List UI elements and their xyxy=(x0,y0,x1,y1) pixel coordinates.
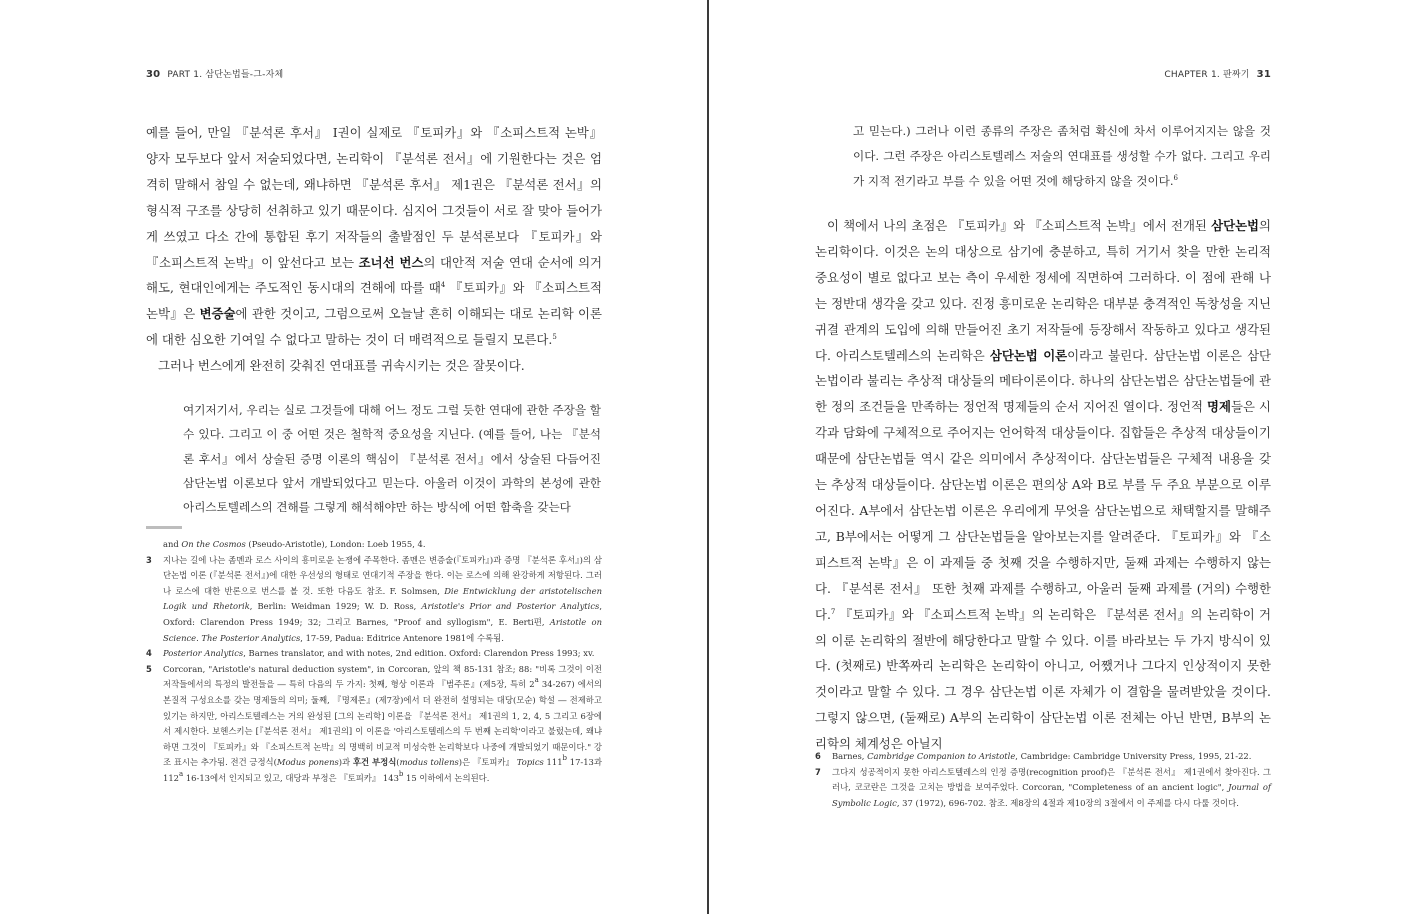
footnote-6 xyxy=(815,749,1271,765)
superscript: b xyxy=(562,754,568,763)
italic-title: Die Entwicklung der aristotelischen Logik und Rhetorik xyxy=(163,585,602,612)
left-running-title: PART 1. 삼단논법들-그-자체 xyxy=(167,70,284,80)
bold-term: 삼단논법 이론 xyxy=(989,347,1068,363)
text-run: 의 논리학이다. 이것은 논의 대상으로 삼기에 충분하고, 특히 거기서 찾을 만한 논리적 중요성이 별로 없다고 보는 측이 우세한 정세에 직면하여 그러하다. 이 점에 관해 나는 정반대 생각을 갖고 있다. 진정 흥미로운 논리학은 대부분 충격적인 독창성을 지닌 귀결 관계의 도입에 의해 만들어진 초기 저작들에 등장해서 작동하고 있다고 생각된다. 아리스토텔레스의 논리학은 xyxy=(815,218,1271,363)
superscript: a xyxy=(179,769,184,778)
footnote-3 xyxy=(146,553,602,647)
right-running-title: CHAPTER 1. 판짜기 xyxy=(1164,70,1250,80)
text-run: 이라고 불린다. 삼단논법 이론은 삼단논법이라 불리는 추상적 대상들의 메타이론이다. 하나의 삼단논법은 삼단논법들에 관한 정의 조건들을 만족하는 정언적 명제들의 순서 지어진 열이다. 정언적 xyxy=(815,347,1272,415)
italic-title: Topics xyxy=(516,757,544,768)
left-paragraph-1 xyxy=(146,120,602,353)
left-main-text xyxy=(146,120,602,379)
footnote-number: 3 xyxy=(146,554,152,565)
text-run: 의 대안적 저술 연대 순서에 의거해도, 현대인에게는 주도적인 동시대의 견해에 따를 때 xyxy=(146,254,603,296)
text-run: 111 xyxy=(543,757,563,768)
text-run: , 17-59, Padua: Editrice Antenore 1981에 수록됨. xyxy=(300,632,504,643)
text-run: , Berlin: Weidman 1929; W. D. Ross, xyxy=(249,601,422,612)
text-run: Barnes, xyxy=(832,751,868,761)
text-run: )과 xyxy=(338,757,353,768)
left-paragraph-2: 그러나 번스에게 완전히 갖춰진 연대표를 귀속시키는 것은 잘못이다. xyxy=(158,358,525,374)
footnote-ref-5: 5 xyxy=(552,333,557,342)
text-run: 지나는 길에 나는 좀멘과 로스 사이의 흥미로운 논쟁에 주목한다. 좀멘은 변증술(『토피카』)과 증명 『분석론 후서』)의 삼단논법 이론 (『분석론 전서』)에 대한 우선성의 형태로 연대기적 주장을 한다. 이는 로스에 의해 완강하게 저항된다. 그러나 로스에 대한 반론으로 번스를 볼 것. 또한 다음도 참조. F. Solmsen, xyxy=(163,554,602,596)
text-run: 예를 들어, 만일 『분석론 후서』 I권이 실제로 『토피카』와 『소피스트적 논박』 양자 모두보다 앞서 저술되었다면, 논리학이 『분석론 전서』에 기원한다는 것은 엄격히 말해서 참일 수 없는데, 왜냐하면 『분석론 후서』 제1권은 『분석론 전서』의 형식적 구조를 상당히 선취하고 있기 때문이다. 심지어 그것들이 서로 잘 맞아 들어가게 쓰였고 다소 간에 통합된 후기 저작들의 출발점인 두 분석론보다 『토피카』와 『소피스트적 논박』이 앞선다고 보는 xyxy=(146,125,602,270)
right-footnotes xyxy=(815,749,1271,811)
superscript: b xyxy=(398,769,404,778)
text-run: 『토피카』와 『소피스트적 논박』의 논리학은 『분석론 전서』의 논리학이 거의 이룬 논리학의 절반에 해당한다고 말할 수 있다. 이를 바라보는 두 가지 방식이 있다. (첫째로) 반쪽짜리 논리학은 논리학이 아니고, 어쨌거나 그다지 인상적이지 못한 것이라고 말할 수 있다. 그 경우 삼단논법 이론 자체가 이 결함을 물려받았을 것이다. 그렇지 않으면, (둘째로) A부의 논리학이 삼단논법 이론 전체는 아닌 반면, B부의 논리학의 체계성은 아닐지 xyxy=(815,606,1271,752)
text-run: )은 『토피카』 xyxy=(458,757,517,768)
right-main-text xyxy=(815,213,1271,757)
text-run: , Oxford: Clarendon Press 1949; 32; 그리고 Barnes, "Proof and syllogism", E. Berti편, xyxy=(163,601,603,627)
footnote-5 xyxy=(146,662,602,787)
footnote-4 xyxy=(146,646,602,662)
bold-term: 변증술 xyxy=(199,306,236,322)
text-run: 그다지 성공적이지 못한 아리스토텔레스의 인정 증명(recognition proof)은 『분석론 전서』 제1권에서 찾아진다. 그러나, 코코란은 그것을 고치는 방법을 보여주었다. Corcoran, "Completeness of an ancient logic", xyxy=(832,766,1271,793)
text-run: , Barnes translator, and with notes, 2nd edition. Oxford: Clarendon Press 1993; xv. xyxy=(243,648,595,659)
left-footnotes xyxy=(146,537,602,787)
text-run: 들은 시각과 담화에 구체적으로 주어지는 언어학적 대상들이다. 집합들은 추상적 대상들이기 때문에 삼단논법들 역시 같은 의미에서 추상적이다. 삼단논법들은 구체적 내용을 갖는 추상적 대상들이다. 삼단논법 이론은 편의상 A와 B로 부를 두 주요 부분으로 이루어진다. A부에서 삼단논법 이론은 우리에게 무엇을 삼단논법으로 채택할지를 말해주고, B부에서는 어떻게 그 삼단논법들을 알아보는지를 알려준다. 『토피카』와 『소피스트적 논박』은 이 과제들 중 첫째 것을 수행하지만, 둘째 과제는 수행하지 않는다. 『분석론 전서』 또한 첫째 과제를 수행하고, 아울러 둘째 과제를 (거의) 수행한다. xyxy=(815,399,1271,622)
left-page-number: 30 xyxy=(146,69,161,80)
bold-term: 후건 부정식 xyxy=(352,757,397,768)
bold-term: 조너선 번스 xyxy=(358,254,424,270)
text-run: (Pseudo-Aristotle), London: Loeb 1955, 4. xyxy=(245,539,426,549)
footnote-7 xyxy=(815,765,1271,812)
text-run: 17-13과 112 xyxy=(163,757,602,783)
superscript: a xyxy=(534,676,539,685)
text-run: , 37 (1972), 696-702. 참조. 제8장의 4절과 제10장의 3절에서 이 주제를 다시 다룰 것이다. xyxy=(896,797,1239,808)
text-run: ( xyxy=(396,757,400,768)
right-running-head xyxy=(1164,67,1271,80)
italic-title: Aristotle's Prior and Posterior Analytics xyxy=(421,601,600,612)
italic-title: Aristotle on Science. The Posterior Analytics xyxy=(163,616,602,643)
italic-title: Cambridge Companion to Aristotle xyxy=(867,751,1016,761)
bold-term: 삼단논법 xyxy=(1211,218,1260,233)
italic-term: Modus ponens xyxy=(276,757,339,768)
text-run: 『토피카』와 『소피스트적 논박』은 xyxy=(146,280,602,322)
footnote-number: 6 xyxy=(815,751,821,761)
footnote-rule xyxy=(146,526,182,529)
text-run: Corcoran, "Aristotle's natural deduction system", in Corcoran, 앞의 책 85-131 참조; 88: "비록 그것이 이전 저작들에서의 특정의 발전들을 ― 특히 다음의 두 가지: 첫째, 형상 이론과 『범주론』(제5장, 특히 2 xyxy=(163,663,602,690)
text-run: and xyxy=(163,539,182,549)
left-page xyxy=(0,0,707,914)
text-run: 고 믿는다.) 그러나 이런 종류의 주장은 좀처럼 확신에 차서 이루어지지는 않을 것이다. 그런 주장은 아리스토텔레스 저술의 연대표를 생성할 수가 없다. 그리고 우리가 지적 전기라고 부를 수 있을 어떤 것에 해당하지 않을 것이다. xyxy=(853,124,1271,188)
italic-title: On the Cosmos xyxy=(181,539,246,549)
left-block-quote xyxy=(183,398,601,519)
italic-title: Journal of Symbolic Logic xyxy=(832,782,1271,808)
text-run: 에 관한 것이고, 그럼으로써 오늘날 흔히 이해되는 대로 논리학 이론에 대한 심오한 기여일 수 없다고 말하는 것이 더 매력적으로 들릴지 모른다. xyxy=(146,306,602,348)
right-paragraph-1 xyxy=(815,213,1271,757)
text-run: 34-267) 에서의 본질적 구성요소를 갖는 명제들의 의미; 둘째, 『명제론』(제7장)에서 더 완전히 설명되는 대당(모순) 학설 ― 전제하고 있기는 하지만, 아리스토텔레스는 거의 완성된 [그의 논리학] 이론을 『분석론 전서』 제1권의 1, 2, 4, 5 그리고 6장에서 제시한다. 보헨스키는 [『분석론 전서』 제1권의] 이 이론을 '아리스토텔레스의 두 번째 논리학'이라고 불렀는데, 왜냐하면 그것이 『토피카』와 『소피스트적 논박』의 명백히 비교적 미성숙한 논리학보다 나중에 개발되었기 때문이다." 강조 표시는 추가됨. 전건 긍정식( xyxy=(163,679,602,768)
italic-title: Posterior Analytics xyxy=(163,648,244,659)
footnote-number: 7 xyxy=(815,766,821,777)
footnote-continuation xyxy=(146,537,602,553)
italic-term: modus tollens xyxy=(399,757,459,768)
right-page-number: 31 xyxy=(1256,69,1271,80)
right-page xyxy=(709,0,1416,914)
quote-cont-text xyxy=(853,119,1271,194)
footnote-ref-4: 4 xyxy=(440,281,446,290)
footnote-ref-7: 7 xyxy=(830,607,836,616)
text-run: , Cambridge: Cambridge University Press, 1995, 21-22. xyxy=(1015,751,1252,761)
right-quote-continuation xyxy=(853,119,1271,194)
bold-term: 명제 xyxy=(1207,399,1231,415)
left-running-head xyxy=(146,67,283,80)
footnote-number: 5 xyxy=(146,663,152,674)
footnote-ref-6: 6 xyxy=(1173,174,1178,182)
text-run: 이 책에서 나의 초점은 『토피카』와 『소피스트적 논박』에서 전개된 xyxy=(827,218,1212,233)
quote-text: 여기저기서, 우리는 실로 그것들에 대해 어느 정도 그럴 듯한 연대에 관한 주장을 할 수 있다. 그리고 이 중 어떤 것은 철학적 중요성을 지닌다. (예를 들어, 나는 『분석론 후서』에서 상술된 증명 이론의 핵심이 『분석론 전서』에서 상술된 다듬어진 삼단논법 이론보다 앞서 개발되었다고 믿는다. 아울러 이것이 과학의 본성에 관한 아리스토텔레스의 견해를 그렇게 해석해야만 하는 방식에 어떤 함축을 갖는다 xyxy=(183,403,601,515)
text-run: 15 이하에서 논의된다. xyxy=(403,772,490,783)
footnote-number: 4 xyxy=(146,648,152,659)
text-run: 16-13에서 인지되고 있고, 대당과 부정은 『토피카』 143 xyxy=(183,772,399,783)
